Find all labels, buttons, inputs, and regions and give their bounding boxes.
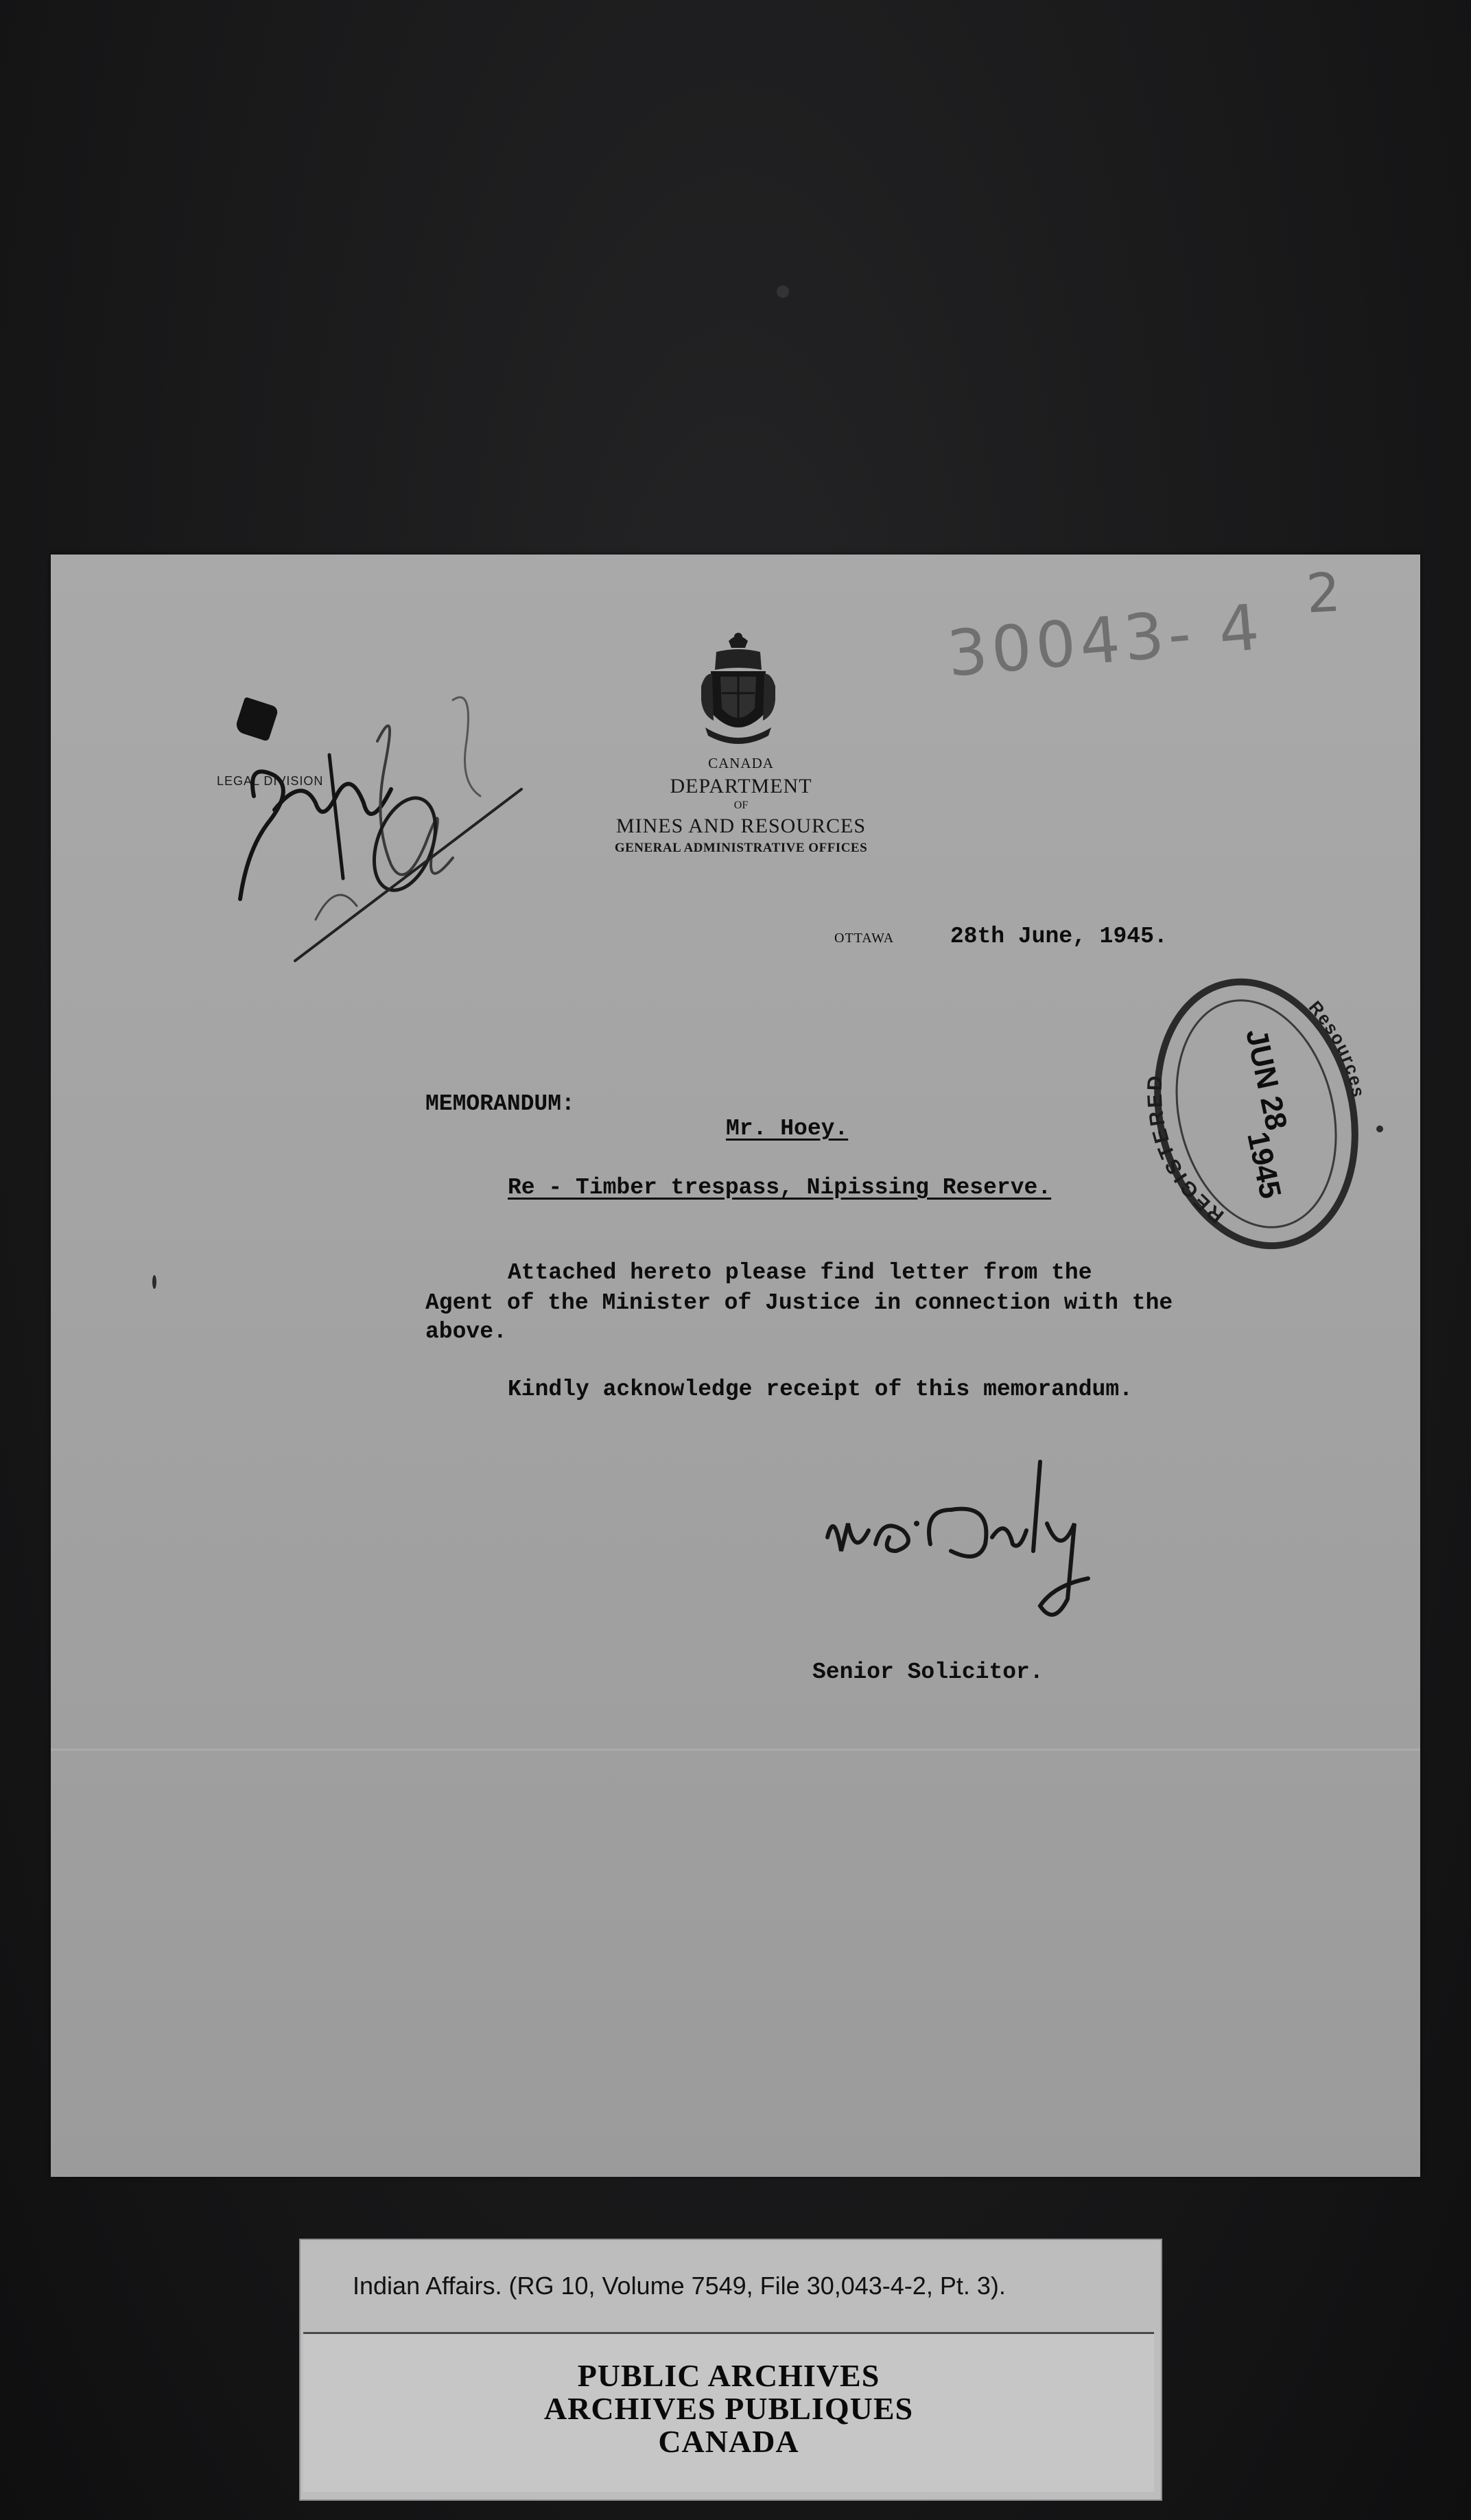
- memo-body-line-2: Agent of the Minister of Justice in connection with the: [425, 1290, 1173, 1316]
- stamp-resources-text: Resources: [1304, 996, 1369, 1100]
- stamp-month-day: JUN 28: [1239, 1025, 1294, 1134]
- signatory-title: Senior Solicitor.: [812, 1659, 1044, 1685]
- dateline-date: 28th June, 1945.: [950, 924, 1168, 949]
- memo-addressee: Mr. Hoey.: [726, 1116, 849, 1141]
- stamp-registered-text: REGISTERED: [1143, 1072, 1229, 1228]
- canada-coat-of-arms-icon: [696, 631, 781, 748]
- svg-text:REGISTERED: [1144, 1073, 1228, 1228]
- archive-label-line-3: CANADA: [658, 2424, 799, 2459]
- letterhead-offices: GENERAL ADMINISTRATIVE OFFICES: [614, 841, 868, 855]
- film-speck: [1376, 1125, 1383, 1132]
- stamp-year: 1945: [1240, 1128, 1288, 1202]
- memo-subject: Re - Timber trespass, Nipissing Reserve.: [508, 1175, 1052, 1200]
- legal-division-stamp: LEGAL DIVISION: [217, 774, 324, 788]
- letterhead-of: OF: [733, 800, 749, 811]
- letterhead-ministry: MINES AND RESOURCES: [615, 815, 867, 837]
- letterhead: [569, 752, 913, 856]
- memo-label: MEMORANDUM:: [425, 1091, 575, 1117]
- svg-text:Resources: [1305, 997, 1369, 1100]
- archive-label-line-1: PUBLIC ARCHIVES: [577, 2358, 880, 2393]
- memo-body-line-3: above.: [425, 1319, 507, 1344]
- handwritten-file-number: 30043- 4: [944, 590, 1267, 691]
- handwritten-page-number: 2: [1304, 561, 1342, 626]
- memo-body-line-4: Kindly acknowledge receipt of this memorandum.: [508, 1377, 1133, 1402]
- archive-citation: Indian Affairs. (RG 10, Volume 7549, File 30,043-4-2, Pt. 3).: [353, 2272, 1006, 2300]
- registered-received-stamp: [1143, 966, 1369, 1261]
- film-speck: [777, 285, 789, 298]
- film-speck: [152, 1275, 156, 1289]
- letterhead-department: DEPARTMENT: [670, 775, 812, 797]
- dateline-place: OTTAWA: [834, 931, 895, 946]
- dateline: [834, 924, 1168, 949]
- archive-label-card: [299, 2239, 1162, 2501]
- archive-label-line-2: ARCHIVES PUBLIQUES: [543, 2391, 914, 2426]
- archive-label-stamp: [303, 2332, 1154, 2492]
- memo-body-line-1: Attached hereto please find letter from the: [508, 1260, 1092, 1285]
- solicitor-handwritten-signature: [814, 1448, 1129, 1633]
- letterhead-country: CANADA: [708, 755, 774, 771]
- handwritten-initials-signature: [226, 673, 556, 975]
